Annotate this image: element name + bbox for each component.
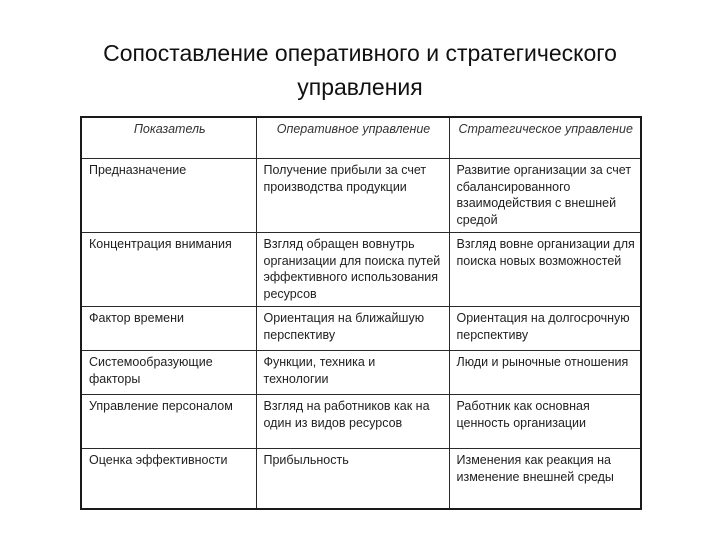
row-strategic-cell: Работник как основная ценность организации	[449, 395, 641, 449]
slide-title-line-1: Сопоставление оперативного и стратегического	[103, 40, 617, 66]
row-operational-cell: Взгляд обращен вовнутрь организации для поиска путей эффективного использования ресурсов	[256, 233, 449, 307]
row-indicator-cell: Оценка эффективности	[81, 449, 256, 510]
table-row	[81, 307, 641, 351]
row-indicator-cell: Управление персоналом	[81, 395, 256, 449]
header-strategic: Стратегическое управление	[449, 117, 641, 159]
header-operational: Оперативное управление	[256, 117, 449, 159]
row-strategic-cell: Изменения как реакция на изменение внешней среды	[449, 449, 641, 510]
row-operational-cell: Функции, техника и технологии	[256, 351, 449, 395]
row-indicator-cell: Системообразующие факторы	[81, 351, 256, 395]
header-indicator: Показатель	[81, 117, 256, 159]
slide-title	[40, 36, 680, 104]
row-operational-cell: Прибыльность	[256, 449, 449, 510]
comparison-table-container	[80, 116, 640, 510]
row-strategic-cell: Взгляд вовне организации для поиска новых возможностей	[449, 233, 641, 307]
row-indicator-cell: Предназначение	[81, 159, 256, 233]
row-strategic-cell: Люди и рыночные отношения	[449, 351, 641, 395]
row-indicator-cell: Фактор времени	[81, 307, 256, 351]
table-row	[81, 159, 641, 233]
slide-title-line-2: управления	[297, 74, 423, 100]
row-strategic-cell: Ориентация на долгосрочную перспективу	[449, 307, 641, 351]
table-row	[81, 449, 641, 510]
table-row	[81, 233, 641, 307]
comparison-table	[80, 116, 642, 510]
table-row	[81, 351, 641, 395]
table-row	[81, 395, 641, 449]
row-strategic-cell: Развитие организации за счет сбалансированного взаимодействия с внешней средой	[449, 159, 641, 233]
row-operational-cell: Получение прибыли за счет производства продукции	[256, 159, 449, 233]
row-operational-cell: Взгляд на работников как на один из видов ресурсов	[256, 395, 449, 449]
table-header-row	[81, 117, 641, 159]
row-operational-cell: Ориентация на ближайшую перспективу	[256, 307, 449, 351]
row-indicator-cell: Концентрация внимания	[81, 233, 256, 307]
